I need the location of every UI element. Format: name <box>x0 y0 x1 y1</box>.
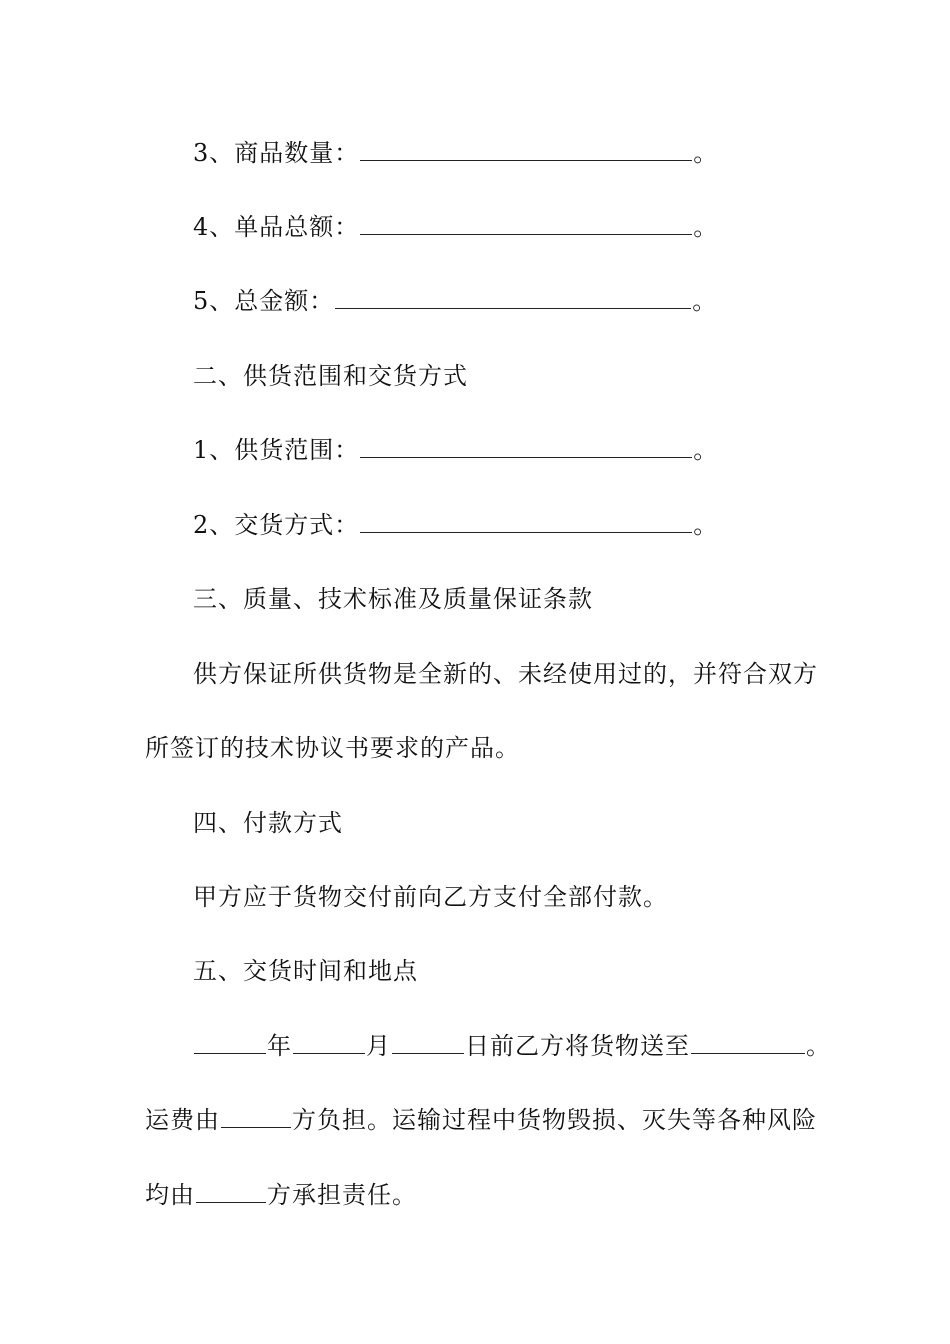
month-blank[interactable] <box>293 1027 365 1054</box>
delivery-method-label: 2、交货方式： <box>193 511 360 539</box>
supply-scope-blank[interactable] <box>360 431 692 458</box>
section-3-heading: 三、质量、技术标准及质量保证条款 <box>193 585 593 613</box>
end-mark: 。 <box>693 139 719 167</box>
item-quantity <box>193 133 873 173</box>
end-mark: 。 <box>692 287 718 315</box>
delivery-date-line <box>193 1026 873 1066</box>
total-amount-label: 5、总金额： <box>193 287 335 315</box>
item-delivery-method <box>193 505 873 545</box>
freight-party-blank[interactable] <box>221 1101 291 1128</box>
destination-blank[interactable] <box>691 1027 805 1054</box>
day-text: 日前乙方将货物送至 <box>465 1032 690 1060</box>
item-unit-total <box>193 207 873 247</box>
freight-prefix: 运费由 <box>145 1106 220 1134</box>
day-blank[interactable] <box>392 1027 464 1054</box>
quantity-label: 3、商品数量： <box>193 139 360 167</box>
payment-paragraph: 甲方应于货物交付前向乙方支付全部付款。 <box>193 883 668 911</box>
freight-line <box>145 1100 825 1140</box>
supply-scope-label: 1、供货范围： <box>193 436 360 464</box>
unit-total-blank[interactable] <box>360 208 692 235</box>
quantity-blank[interactable] <box>360 134 692 161</box>
end-mark: 。 <box>693 511 719 539</box>
year-blank[interactable] <box>194 1027 266 1054</box>
risk-suffix: 方承担责任。 <box>267 1181 417 1209</box>
risk-line <box>145 1175 825 1215</box>
year-label: 年 <box>267 1032 292 1060</box>
freight-suffix: 方负担。运输过程中货物毁损、灭失等各种风险 <box>292 1106 817 1134</box>
delivery-method-blank[interactable] <box>360 506 692 533</box>
end-mark: 。 <box>693 213 719 241</box>
risk-party-blank[interactable] <box>196 1176 266 1203</box>
total-amount-blank[interactable] <box>335 282 691 309</box>
item-total-amount <box>193 281 873 321</box>
section-2-heading: 二、供货范围和交货方式 <box>193 362 468 390</box>
quality-paragraph-line-1: 供方保证所供货物是全新的、未经使用过的，并符合双方 <box>193 660 818 688</box>
section-4-heading: 四、付款方式 <box>193 809 343 837</box>
item-supply-scope <box>193 430 873 470</box>
unit-total-label: 4、单品总额： <box>193 213 360 241</box>
risk-prefix: 均由 <box>145 1181 195 1209</box>
month-label: 月 <box>366 1032 391 1060</box>
end-mark: 。 <box>806 1032 831 1060</box>
end-mark: 。 <box>693 436 719 464</box>
quality-paragraph-line-2: 所签订的技术协议书要求的产品。 <box>145 734 520 762</box>
section-5-heading: 五、交货时间和地点 <box>193 957 418 985</box>
